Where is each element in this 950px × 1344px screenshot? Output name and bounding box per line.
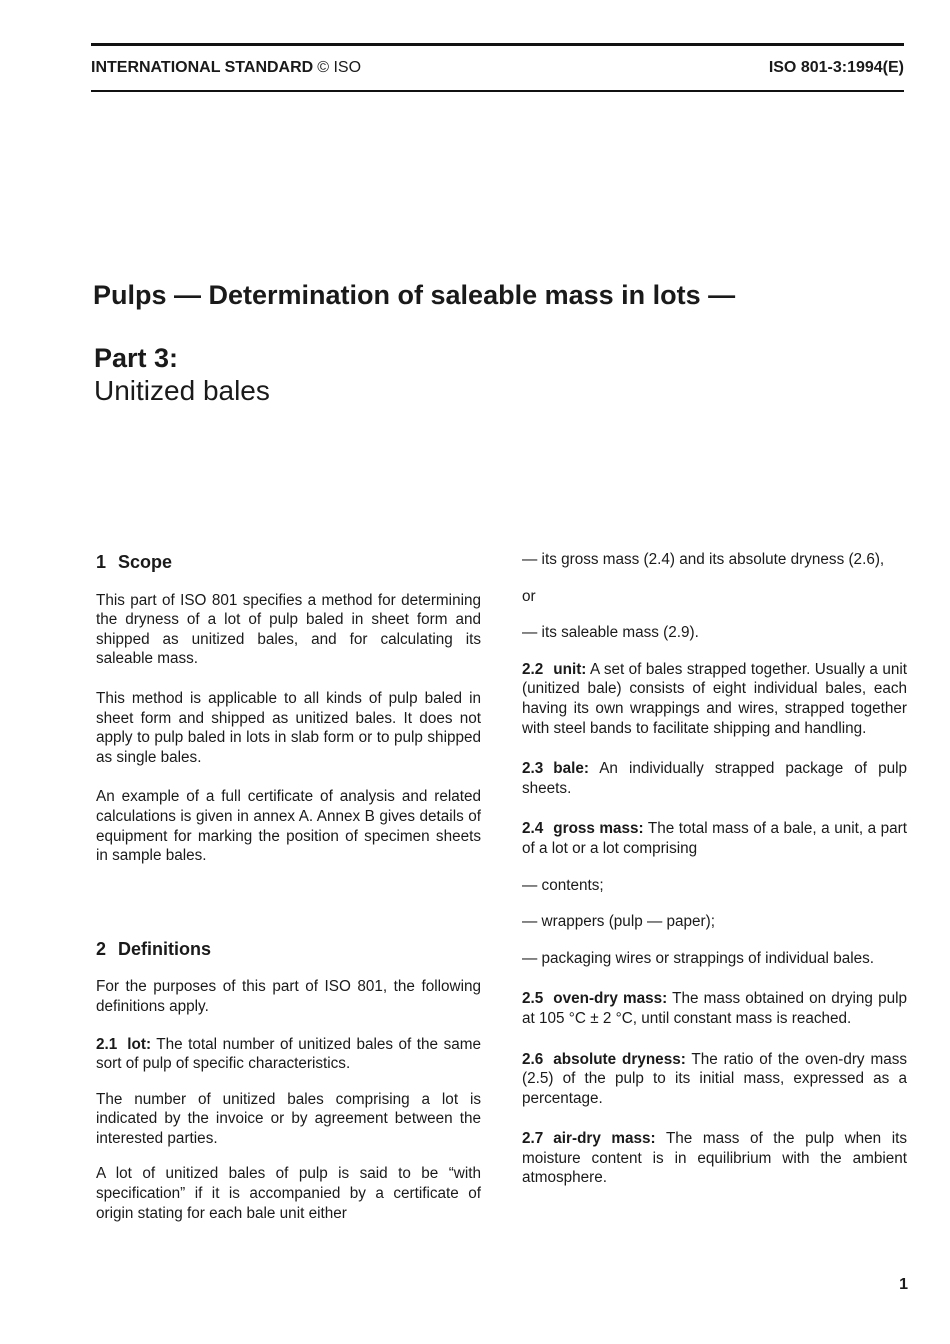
definition-2-1-paragraph-3: A lot of unitized bales of pulp is said to be “with specification” if it is accompanied by a certificate of origin stating for each bale unit either — [96, 1165, 481, 1222]
list-item-packaging-wires: — packaging wires or strappings of individual bales. — [522, 949, 875, 967]
definitions-intro: For the purposes of this part of ISO 801, the following definitions apply. — [96, 978, 481, 1015]
list-item-gross-mass: — its gross mass (2.4) and its absolute dryness (2.6), — [522, 551, 885, 568]
header-document-number: ISO 801-3:1994(E) — [768, 59, 904, 76]
section-definitions-heading: 2 Definitions — [96, 938, 212, 959]
definition-2-2: 2.2 unit: A set of bales strapped together. Usually a unit (unitized bale) consists of eight individual bales, each having its own wrappings and wires, strapped together with steel bands to facilitate shipping and handling. — [522, 660, 908, 737]
header-bottom-rule — [91, 90, 904, 92]
definition-2-7: 2.7 air-dry mass: The mass of the pulp when its moisture content is in equilibrium with the ambient atmosphere. — [522, 1130, 907, 1187]
page-number: 1 — [899, 1276, 908, 1293]
document-subtitle: Unitized bales — [94, 375, 270, 406]
conjunction-or: or — [522, 587, 536, 605]
scope-paragraph-2: This method is applicable to all kinds of pulp baled in sheet form and shipped as unitized bales. It does not apply to pulp baled in lots in slab form or to pulp shipped as single bales. — [96, 689, 481, 766]
definition-2-5: 2.5 oven-dry mass: The mass obtained on drying pulp at 105 °C ± 2 °C, until constant mass is reached. — [522, 990, 907, 1027]
header-top-rule — [91, 43, 904, 46]
definition-2-3: 2.3 bale: An individually strapped package of pulp sheets. — [522, 760, 908, 797]
scope-paragraph-1: This part of ISO 801 specifies a method for determining the dryness of a lot of pulp baled in sheet form and shipped as unitized bales, and for calculating its saleable mass. — [96, 591, 481, 668]
definition-2-6: 2.6 absolute dryness: The ratio of the oven-dry mass (2.5) of the pulp to its initial mass, expressed as a percentage. — [522, 1050, 907, 1107]
right-column — [522, 550, 907, 1188]
definition-2-1: 2.1 lot: The total number of unitized bales of the same sort of pulp of specific characteristics. — [96, 1035, 481, 1073]
definition-2-1-paragraph-2: The number of unitized bales comprising a lot is indicated by the invoice or by agreement between the interested parties. — [96, 1090, 481, 1147]
definition-2-4: 2.4 gross mass: The total mass of a bale, a unit, a part of a lot or a lot comprising — [522, 820, 907, 857]
left-column — [96, 553, 481, 1223]
document-title: Pulps — Determination of saleable mass in lots — — [93, 280, 736, 310]
header-standard-label: INTERNATIONAL STANDARD © ISO — [91, 59, 362, 76]
list-item-contents: — contents; — [522, 876, 604, 894]
scope-paragraph-3: An example of a full certificate of analysis and related calculations is given in annex A. Annex B gives details of equipment for marking the position of specimen sheets in sample bales. — [96, 788, 481, 865]
list-item-saleable-mass: — its saleable mass (2.9). — [522, 624, 699, 642]
header-copyright: © ISO — [317, 59, 362, 76]
list-item-wrappers: — wrappers (pulp — paper); — [522, 913, 715, 931]
section-scope-heading: 1 Scope — [96, 552, 173, 572]
part-label: Part 3: — [94, 343, 179, 373]
